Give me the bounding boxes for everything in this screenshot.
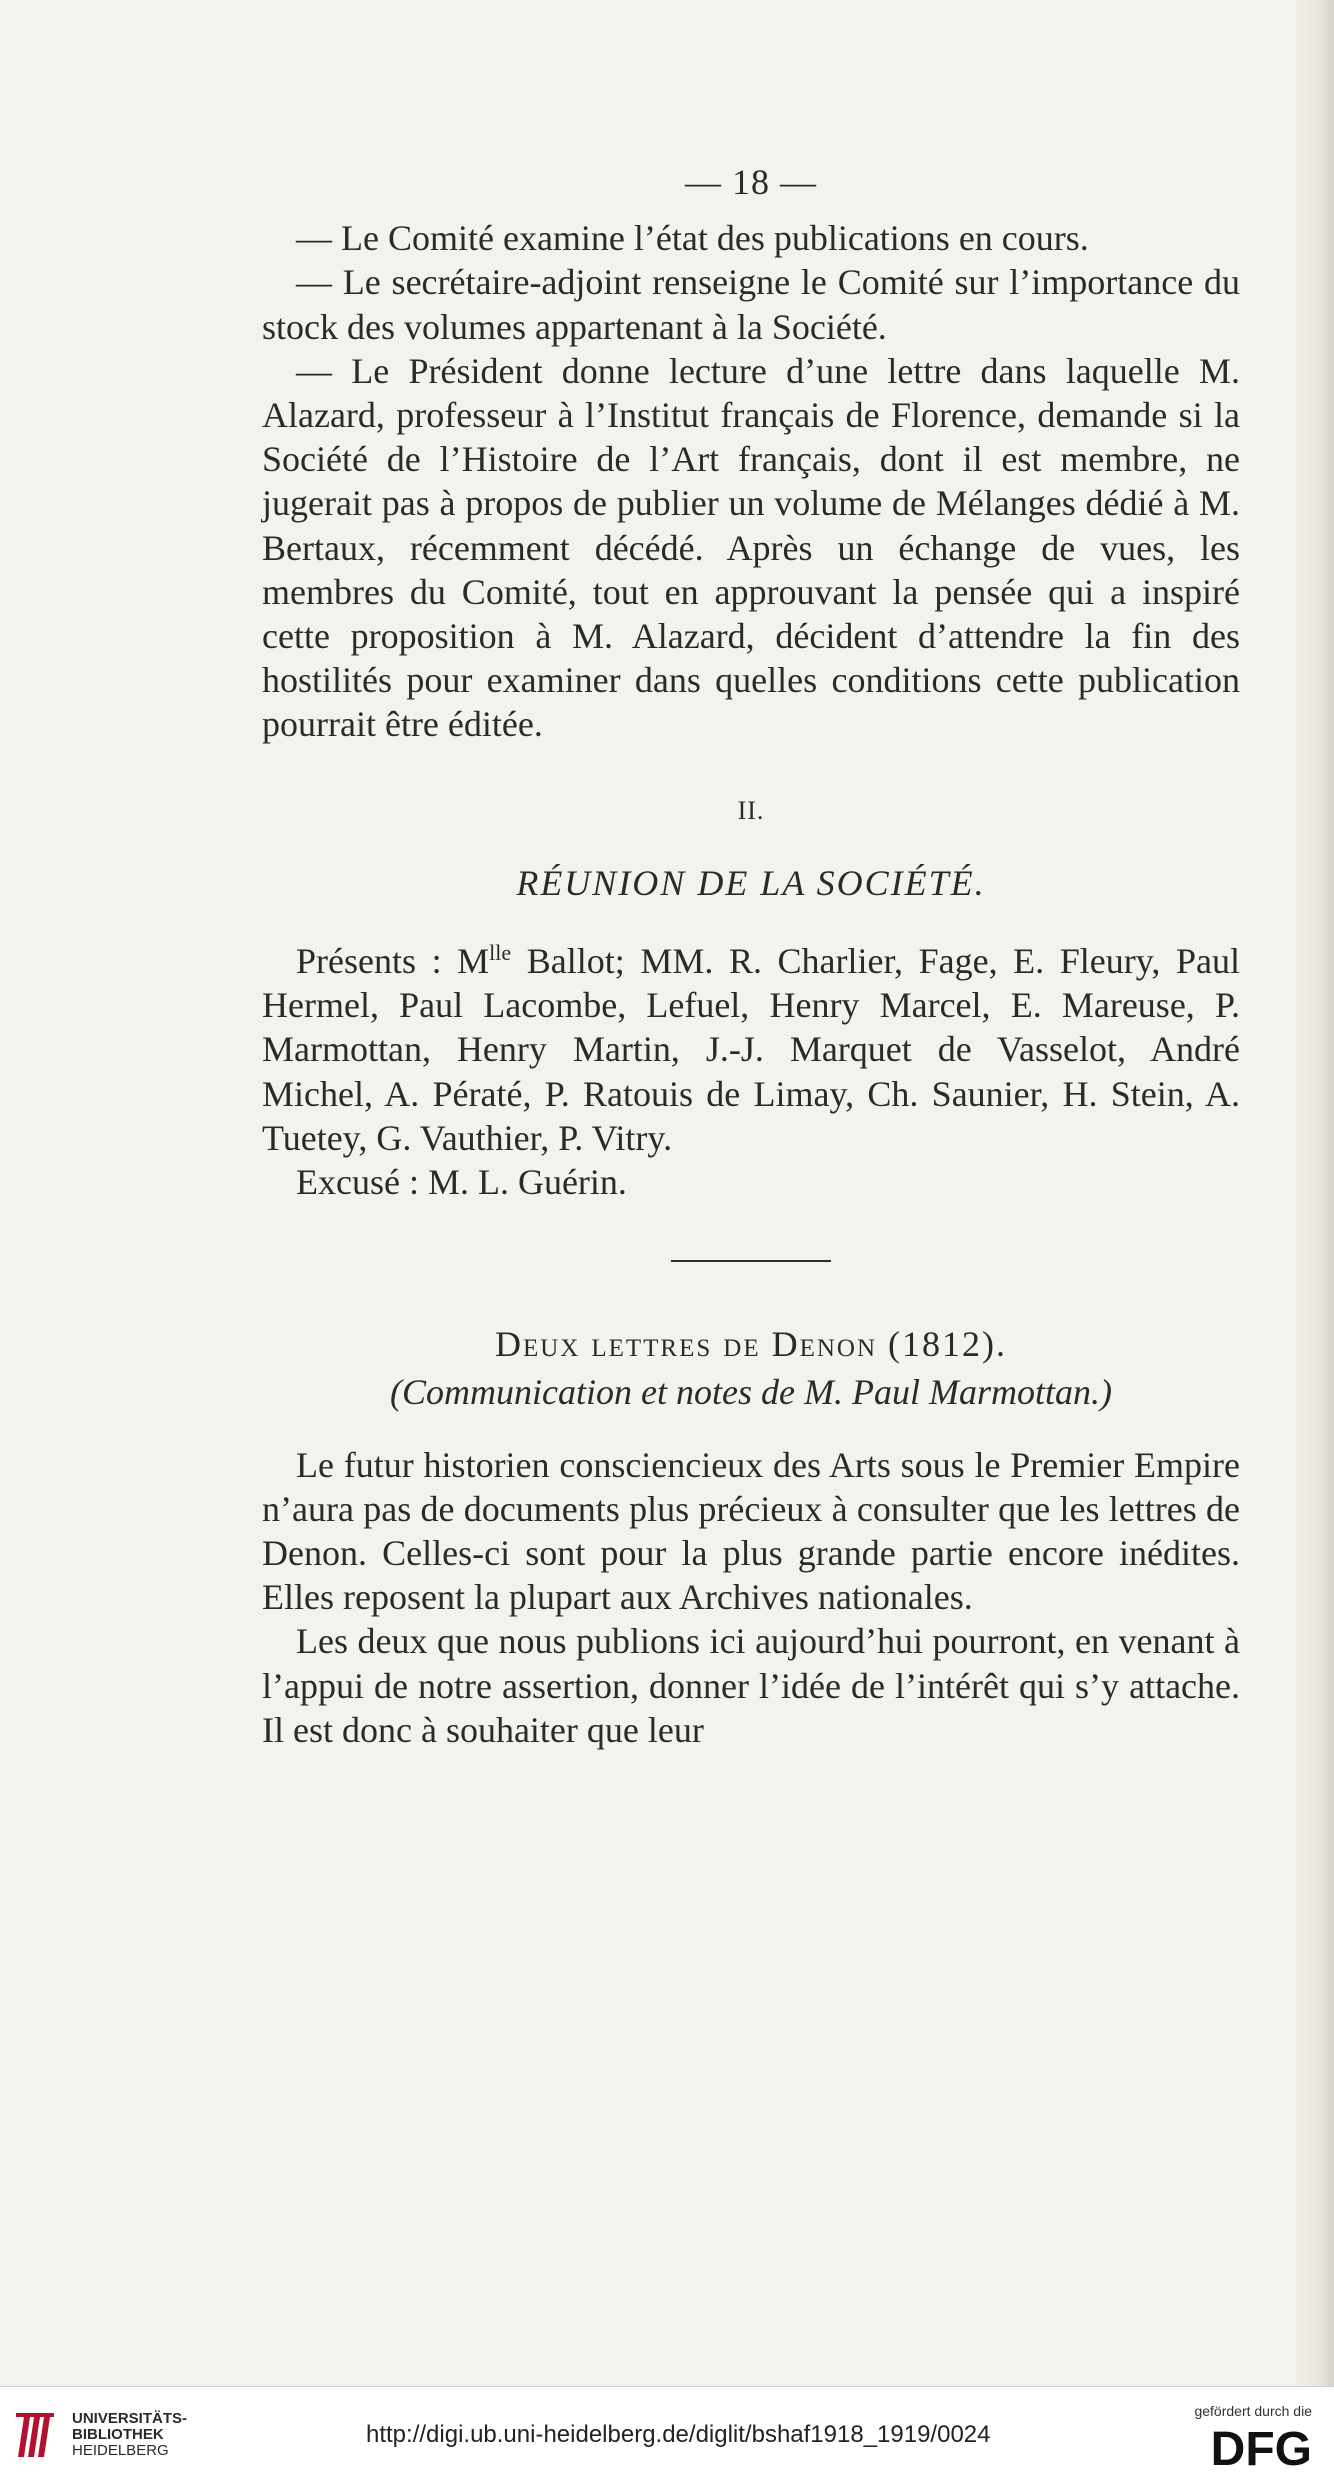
attendees-paragraph	[262, 931, 1240, 1160]
page-edge-shadow	[1296, 0, 1334, 2386]
dfg-logo-text: DFG	[1210, 2423, 1312, 2473]
attendees-label: Présents : M	[296, 941, 490, 982]
attendees-superscript: lle	[489, 940, 512, 966]
section-number: II.	[737, 795, 765, 825]
permalink-url[interactable]: http://digi.ub.uni-heidelberg.de/diglit/bshaf1918_1919/0024	[366, 2421, 991, 2448]
article-paragraph: Les deux que nous publions ici aujourd’hui pourront, en venant à l’appui de notre assertion, donner l’idée de l’intérêt qui s’y attache. Il est donc à souhaiter que leur	[262, 1621, 1240, 1750]
minutes-paragraph: — Le Président donne lecture d’une lettre dans laquelle M. Alazard, professeur à l’Institut français de Florence, demande si la Société de l’Histoire de l’Art français, dont il est membre, ne jugerait pas à propos de publier un volume de Mélanges dédié à M. Bertaux, récemment décédé. Après un échange de vues, les membres du Comité, tout en approuvant la pensée qui a inspiré cette proposition à M. Alazard, décident d’attendre la fin des hostilités pour examiner dans quelles conditions cette publication pourrait être éditée.	[262, 350, 1240, 745]
article-credit: (Communication et notes de M. Paul Marmottan.)	[390, 1372, 1112, 1413]
article-title: Deux lettres de Denon (1812).	[494, 1324, 1008, 1365]
library-name-line: UNIVERSITÄTS-	[72, 2410, 188, 2427]
viewer-footer	[0, 2386, 1334, 2483]
heidelberg-library-logo-icon	[14, 2409, 58, 2461]
sponsor-block	[1152, 2403, 1312, 2473]
section-divider	[671, 1260, 831, 1262]
page-text-block	[262, 160, 1240, 1752]
library-name	[72, 2411, 187, 2459]
sponsor-caption: gefördert durch die	[1194, 2403, 1312, 2419]
article-paragraph: Le futur historien consciencieux des Arts sous le Premier Empire n’aura pas de documents plus précieux à consulter que les lettres de Denon. Celles-ci sont pour la plus grande partie encore inédites. Elles reposent la plupart aux Archives nationales.	[262, 1444, 1240, 1618]
attendees-names: Ballot; MM. R. Charlier, Fage, E. Fleury, Paul Hermel, Paul Lacombe, Lefuel, Henry Marcel, E. Mareuse, P. Marmottan, Henry Martin, J.-J. Marquet de Vasselot, André Michel, A. Pératé, P. Ratouis de Limay, Ch. Saunier, H. Stein, A. Tuetey, G. Vauthier, P. Vitry.	[262, 941, 1240, 1158]
page-number: — 18 —	[685, 162, 817, 202]
dfg-logo	[1192, 2421, 1312, 2473]
library-name-line: BIBLIOTHEK	[72, 2426, 164, 2443]
library-name-line: HEIDELBERG	[72, 2442, 169, 2459]
minutes-paragraph: — Le Comité examine l’état des publications en cours.	[296, 218, 1089, 259]
section-title: RÉUNION DE LA SOCIÉTÉ.	[516, 862, 986, 903]
minutes-paragraph: — Le secrétaire-adjoint renseigne le Comité sur l’importance du stock des volumes appartenant à la Société.	[262, 262, 1240, 347]
excused-line: Excusé : M. L. Guérin.	[296, 1162, 627, 1203]
